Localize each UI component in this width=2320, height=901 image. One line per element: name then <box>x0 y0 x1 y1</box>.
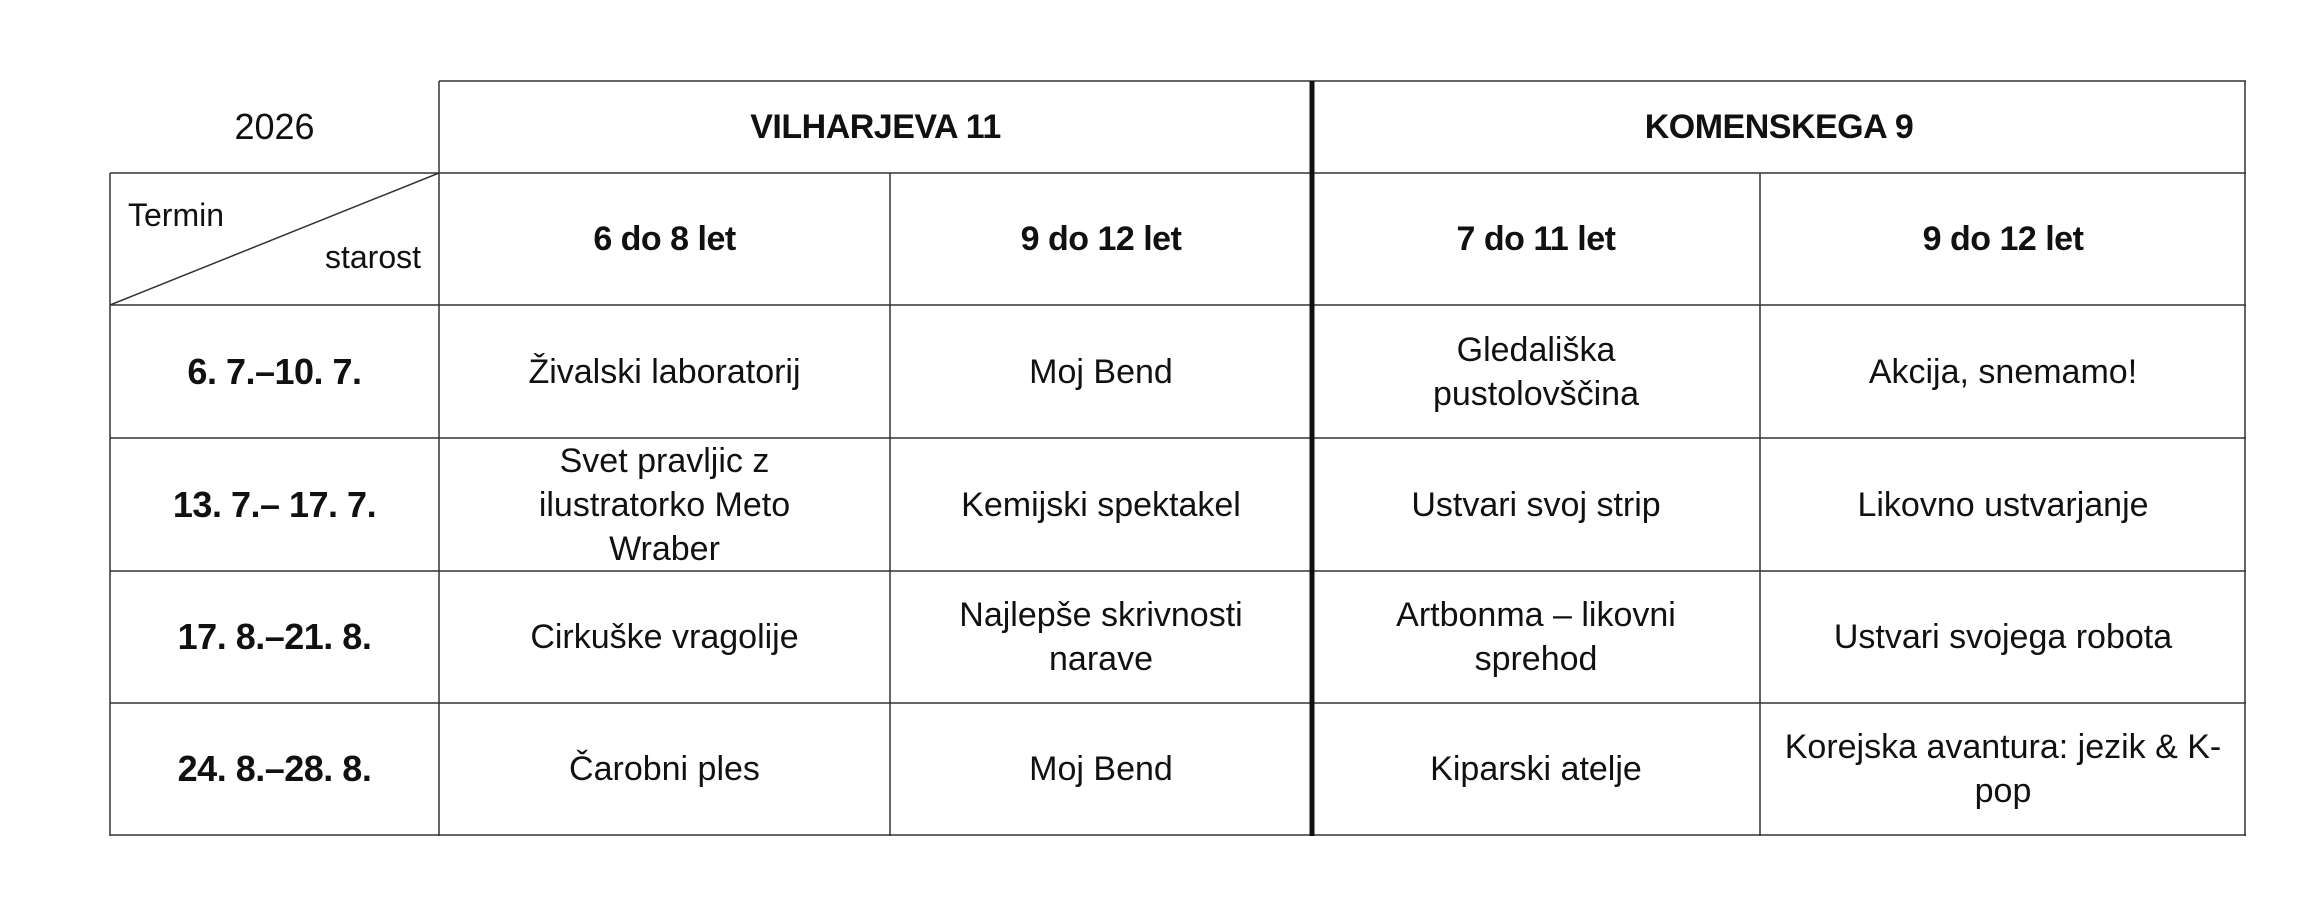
term-date: 13. 7.– 17. 7. <box>172 483 377 525</box>
age-group-header: 9 do 12 let <box>1020 220 1182 258</box>
term-date: 6. 7.–10. 7. <box>187 350 362 392</box>
workshop-cell: Korejska avantura: jezik & K-pop <box>1784 728 2222 810</box>
workshop-cell: Artbonma – likovni sprehod <box>1396 596 1676 678</box>
workshop-cell: Gledališka pustolovščina <box>1432 330 1639 413</box>
workshop-cell: Čarobni ples <box>569 750 760 788</box>
age-group-header: 9 do 12 let <box>1922 220 2084 258</box>
workshop-cell: Cirkuške vragolije <box>530 618 799 656</box>
workshop-cell: Najlepše skrivnosti narave <box>959 596 1243 678</box>
term-date: 17. 8.–21. 8. <box>177 616 372 657</box>
workshop-cell: Svet pravljic z ilustratorko Meto Wraber <box>538 441 791 568</box>
workshop-cell: Živalski laboratorij <box>528 352 801 391</box>
location-header-komenskega: KOMENSKEGA 9 <box>1644 108 1914 146</box>
age-group-header: 7 do 11 let <box>1456 220 1616 258</box>
schedule-table <box>110 81 2246 836</box>
term-date: 24. 8.–28. 8. <box>177 748 372 789</box>
location-header-vilharjeva: VILHARJEVA 11 <box>750 108 1001 146</box>
workshop-cell: Kemijski spektakel <box>961 485 1241 524</box>
workshop-cell: Moj Bend <box>1029 352 1173 391</box>
corner-cell <box>110 173 439 305</box>
workshop-cell: Kiparski atelje <box>1430 750 1642 788</box>
age-group-header: 6 do 8 let <box>593 220 736 258</box>
workshop-cell: Akcija, snemamo! <box>1868 352 2138 391</box>
corner-label-termin: Termin <box>128 197 225 233</box>
workshop-cell: Ustvari svoj strip <box>1411 485 1661 524</box>
workshop-cell: Ustvari svojega robota <box>1833 618 2173 656</box>
corner-label-starost: starost <box>324 239 421 275</box>
workshop-cell: Likovno ustvarjanje <box>1857 485 2149 524</box>
workshop-cell: Moj Bend <box>1029 750 1173 788</box>
year-label: 2026 <box>234 106 315 147</box>
